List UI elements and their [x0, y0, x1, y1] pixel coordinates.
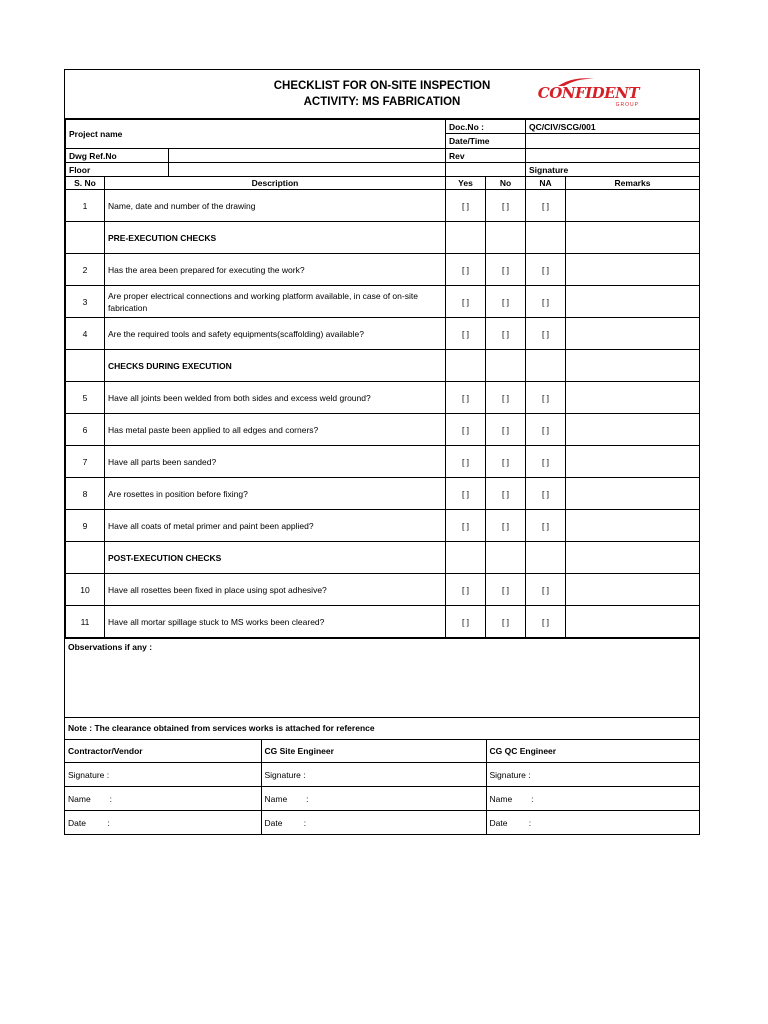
- col-description: Description: [105, 177, 446, 190]
- section-yes: [446, 542, 486, 574]
- date-field[interactable]: Date :: [65, 811, 261, 835]
- row-sno: 2: [66, 254, 105, 286]
- name-field[interactable]: Name :: [486, 787, 699, 811]
- logo-wordmark: CONFIDENT: [537, 84, 639, 102]
- title-block: [65, 70, 699, 119]
- party-site-engineer: CG Site Engineer: [261, 740, 486, 763]
- yes-checkbox[interactable]: [ ]: [446, 574, 486, 606]
- row-description: Are proper electrical connections and working platform available, in case of on-site fabrication: [105, 286, 446, 318]
- section-na: [526, 542, 566, 574]
- no-checkbox[interactable]: [ ]: [486, 382, 526, 414]
- section-row: [66, 542, 700, 574]
- signature-label: Signature: [526, 163, 700, 177]
- signoff-date-row: [65, 811, 699, 835]
- signoff-signature-row: [65, 763, 699, 787]
- yes-checkbox[interactable]: [ ]: [446, 286, 486, 318]
- section-no: [486, 222, 526, 254]
- logo-swoosh-icon: [556, 76, 596, 88]
- checklist-row: [66, 510, 700, 542]
- section-yes: [446, 222, 486, 254]
- remarks-field[interactable]: [566, 254, 700, 286]
- no-checkbox[interactable]: [ ]: [486, 190, 526, 222]
- remarks-field[interactable]: [566, 510, 700, 542]
- checklist-row: [66, 190, 700, 222]
- yes-checkbox[interactable]: [ ]: [446, 318, 486, 350]
- doc-no-label: Doc.No :: [446, 120, 526, 134]
- row-description: Have all mortar spillage stuck to MS works been cleared?: [105, 606, 446, 638]
- name-field[interactable]: Name :: [65, 787, 261, 811]
- rev-value[interactable]: [526, 149, 700, 163]
- section-heading: POST-EXECUTION CHECKS: [105, 542, 446, 574]
- party-qc-engineer: CG QC Engineer: [486, 740, 699, 763]
- remarks-field[interactable]: [566, 318, 700, 350]
- yes-checkbox[interactable]: [ ]: [446, 190, 486, 222]
- na-checkbox[interactable]: [ ]: [526, 254, 566, 286]
- signature-field[interactable]: Signature :: [65, 763, 261, 787]
- rev-label: Rev: [446, 149, 526, 163]
- note-row: [65, 717, 699, 740]
- row-sno: 9: [66, 510, 105, 542]
- date-time-label: Date/Time: [446, 134, 526, 149]
- row-description: Are the required tools and safety equipments(scaffolding) available?: [105, 318, 446, 350]
- name-field[interactable]: Name :: [261, 787, 486, 811]
- section-remarks: [566, 350, 700, 382]
- checklist-row: [66, 606, 700, 638]
- na-checkbox[interactable]: [ ]: [526, 478, 566, 510]
- row-sno: 10: [66, 574, 105, 606]
- observations-label: Observations if any :: [68, 642, 153, 652]
- row-description: Have all parts been sanded?: [105, 446, 446, 478]
- checklist-title: CHECKLIST FOR ON-SITE INSPECTION: [273, 80, 491, 92]
- na-checkbox[interactable]: [ ]: [526, 606, 566, 638]
- no-checkbox[interactable]: [ ]: [486, 478, 526, 510]
- yes-checkbox[interactable]: [ ]: [446, 414, 486, 446]
- no-checkbox[interactable]: [ ]: [486, 510, 526, 542]
- section-na: [526, 222, 566, 254]
- remarks-field[interactable]: [566, 286, 700, 318]
- checklist-row: [66, 254, 700, 286]
- yes-checkbox[interactable]: [ ]: [446, 254, 486, 286]
- date-field[interactable]: Date :: [486, 811, 699, 835]
- info-table-2: [65, 148, 700, 177]
- section-row: [66, 350, 700, 382]
- row-sno: 6: [66, 414, 105, 446]
- section-na: [526, 350, 566, 382]
- row-sno: 3: [66, 286, 105, 318]
- doc-no-value: QC/CIV/SCG/001: [526, 120, 700, 134]
- section-no: [486, 350, 526, 382]
- remarks-field[interactable]: [566, 478, 700, 510]
- row-sno: 1: [66, 190, 105, 222]
- col-remarks: Remarks: [566, 177, 700, 190]
- section-yes: [446, 350, 486, 382]
- company-logo: [537, 84, 639, 108]
- na-checkbox[interactable]: [ ]: [526, 574, 566, 606]
- signoff-name-row: [65, 787, 699, 811]
- checklist-table: [65, 176, 700, 638]
- row-sno: 5: [66, 382, 105, 414]
- checklist-sheet: [64, 69, 700, 835]
- col-yes: Yes: [446, 177, 486, 190]
- section-sno: [66, 542, 105, 574]
- na-checkbox[interactable]: [ ]: [526, 286, 566, 318]
- na-checkbox[interactable]: [ ]: [526, 510, 566, 542]
- remarks-field[interactable]: [566, 382, 700, 414]
- no-checkbox[interactable]: [ ]: [486, 606, 526, 638]
- section-remarks: [566, 222, 700, 254]
- observations-box[interactable]: [65, 638, 699, 717]
- yes-checkbox[interactable]: [ ]: [446, 606, 486, 638]
- yes-checkbox[interactable]: [ ]: [446, 510, 486, 542]
- date-time-value[interactable]: [526, 134, 700, 149]
- checklist-row: [66, 382, 700, 414]
- no-checkbox[interactable]: [ ]: [486, 254, 526, 286]
- activity-title: ACTIVITY: MS FABRICATION: [303, 96, 461, 108]
- row-sno: 4: [66, 318, 105, 350]
- row-sno: 11: [66, 606, 105, 638]
- floor-value[interactable]: [169, 163, 446, 177]
- no-checkbox[interactable]: [ ]: [486, 574, 526, 606]
- signoff-table: [65, 739, 699, 834]
- row-description: Have all coats of metal primer and paint been applied?: [105, 510, 446, 542]
- checklist-row: [66, 478, 700, 510]
- column-header-row: [66, 177, 700, 190]
- row-description: Has metal paste been applied to all edges and corners?: [105, 414, 446, 446]
- checklist-row: [66, 318, 700, 350]
- col-na: NA: [526, 177, 566, 190]
- na-checkbox[interactable]: [ ]: [526, 414, 566, 446]
- row-description: Has the area been prepared for executing the work?: [105, 254, 446, 286]
- signoff-party-row: [65, 740, 699, 763]
- logo-subtext: GROUP: [615, 102, 639, 108]
- section-sno: [66, 350, 105, 382]
- checklist-row: [66, 446, 700, 478]
- remarks-field[interactable]: [566, 574, 700, 606]
- section-no: [486, 542, 526, 574]
- row-sno: 7: [66, 446, 105, 478]
- section-remarks: [566, 542, 700, 574]
- na-checkbox[interactable]: [ ]: [526, 446, 566, 478]
- floor-label: Floor: [66, 163, 169, 177]
- dwg-ref-value[interactable]: [169, 149, 446, 163]
- no-checkbox[interactable]: [ ]: [486, 286, 526, 318]
- floor-extra: [446, 163, 526, 177]
- section-heading: CHECKS DURING EXECUTION: [105, 350, 446, 382]
- remarks-field[interactable]: [566, 606, 700, 638]
- dwg-ref-label: Dwg Ref.No: [66, 149, 169, 163]
- section-row: [66, 222, 700, 254]
- signature-field[interactable]: Signature :: [261, 763, 486, 787]
- section-sno: [66, 222, 105, 254]
- row-description: Have all joints been welded from both sides and excess weld ground?: [105, 382, 446, 414]
- section-heading: PRE-EXECUTION CHECKS: [105, 222, 446, 254]
- no-checkbox[interactable]: [ ]: [486, 446, 526, 478]
- note-text: Note : The clearance obtained from services works is attached for reference: [68, 723, 375, 733]
- na-checkbox[interactable]: [ ]: [526, 190, 566, 222]
- date-field[interactable]: Date :: [261, 811, 486, 835]
- no-checkbox[interactable]: [ ]: [486, 318, 526, 350]
- signature-field[interactable]: Signature :: [486, 763, 699, 787]
- remarks-field[interactable]: [566, 190, 700, 222]
- na-checkbox[interactable]: [ ]: [526, 318, 566, 350]
- row-description: Are rosettes in position before fixing?: [105, 478, 446, 510]
- project-name-label: Project name: [66, 120, 446, 149]
- checklist-row: [66, 414, 700, 446]
- no-checkbox[interactable]: [ ]: [486, 414, 526, 446]
- checklist-row: [66, 286, 700, 318]
- remarks-field[interactable]: [566, 446, 700, 478]
- remarks-field[interactable]: [566, 414, 700, 446]
- info-table: [65, 119, 700, 149]
- yes-checkbox[interactable]: [ ]: [446, 446, 486, 478]
- row-sno: 8: [66, 478, 105, 510]
- row-description: Name, date and number of the drawing: [105, 190, 446, 222]
- row-description: Have all rosettes been fixed in place using spot adhesive?: [105, 574, 446, 606]
- yes-checkbox[interactable]: [ ]: [446, 478, 486, 510]
- yes-checkbox[interactable]: [ ]: [446, 382, 486, 414]
- na-checkbox[interactable]: [ ]: [526, 382, 566, 414]
- col-no: No: [486, 177, 526, 190]
- party-contractor: Contractor/Vendor: [65, 740, 261, 763]
- checklist-row: [66, 574, 700, 606]
- col-sno: S. No: [66, 177, 105, 190]
